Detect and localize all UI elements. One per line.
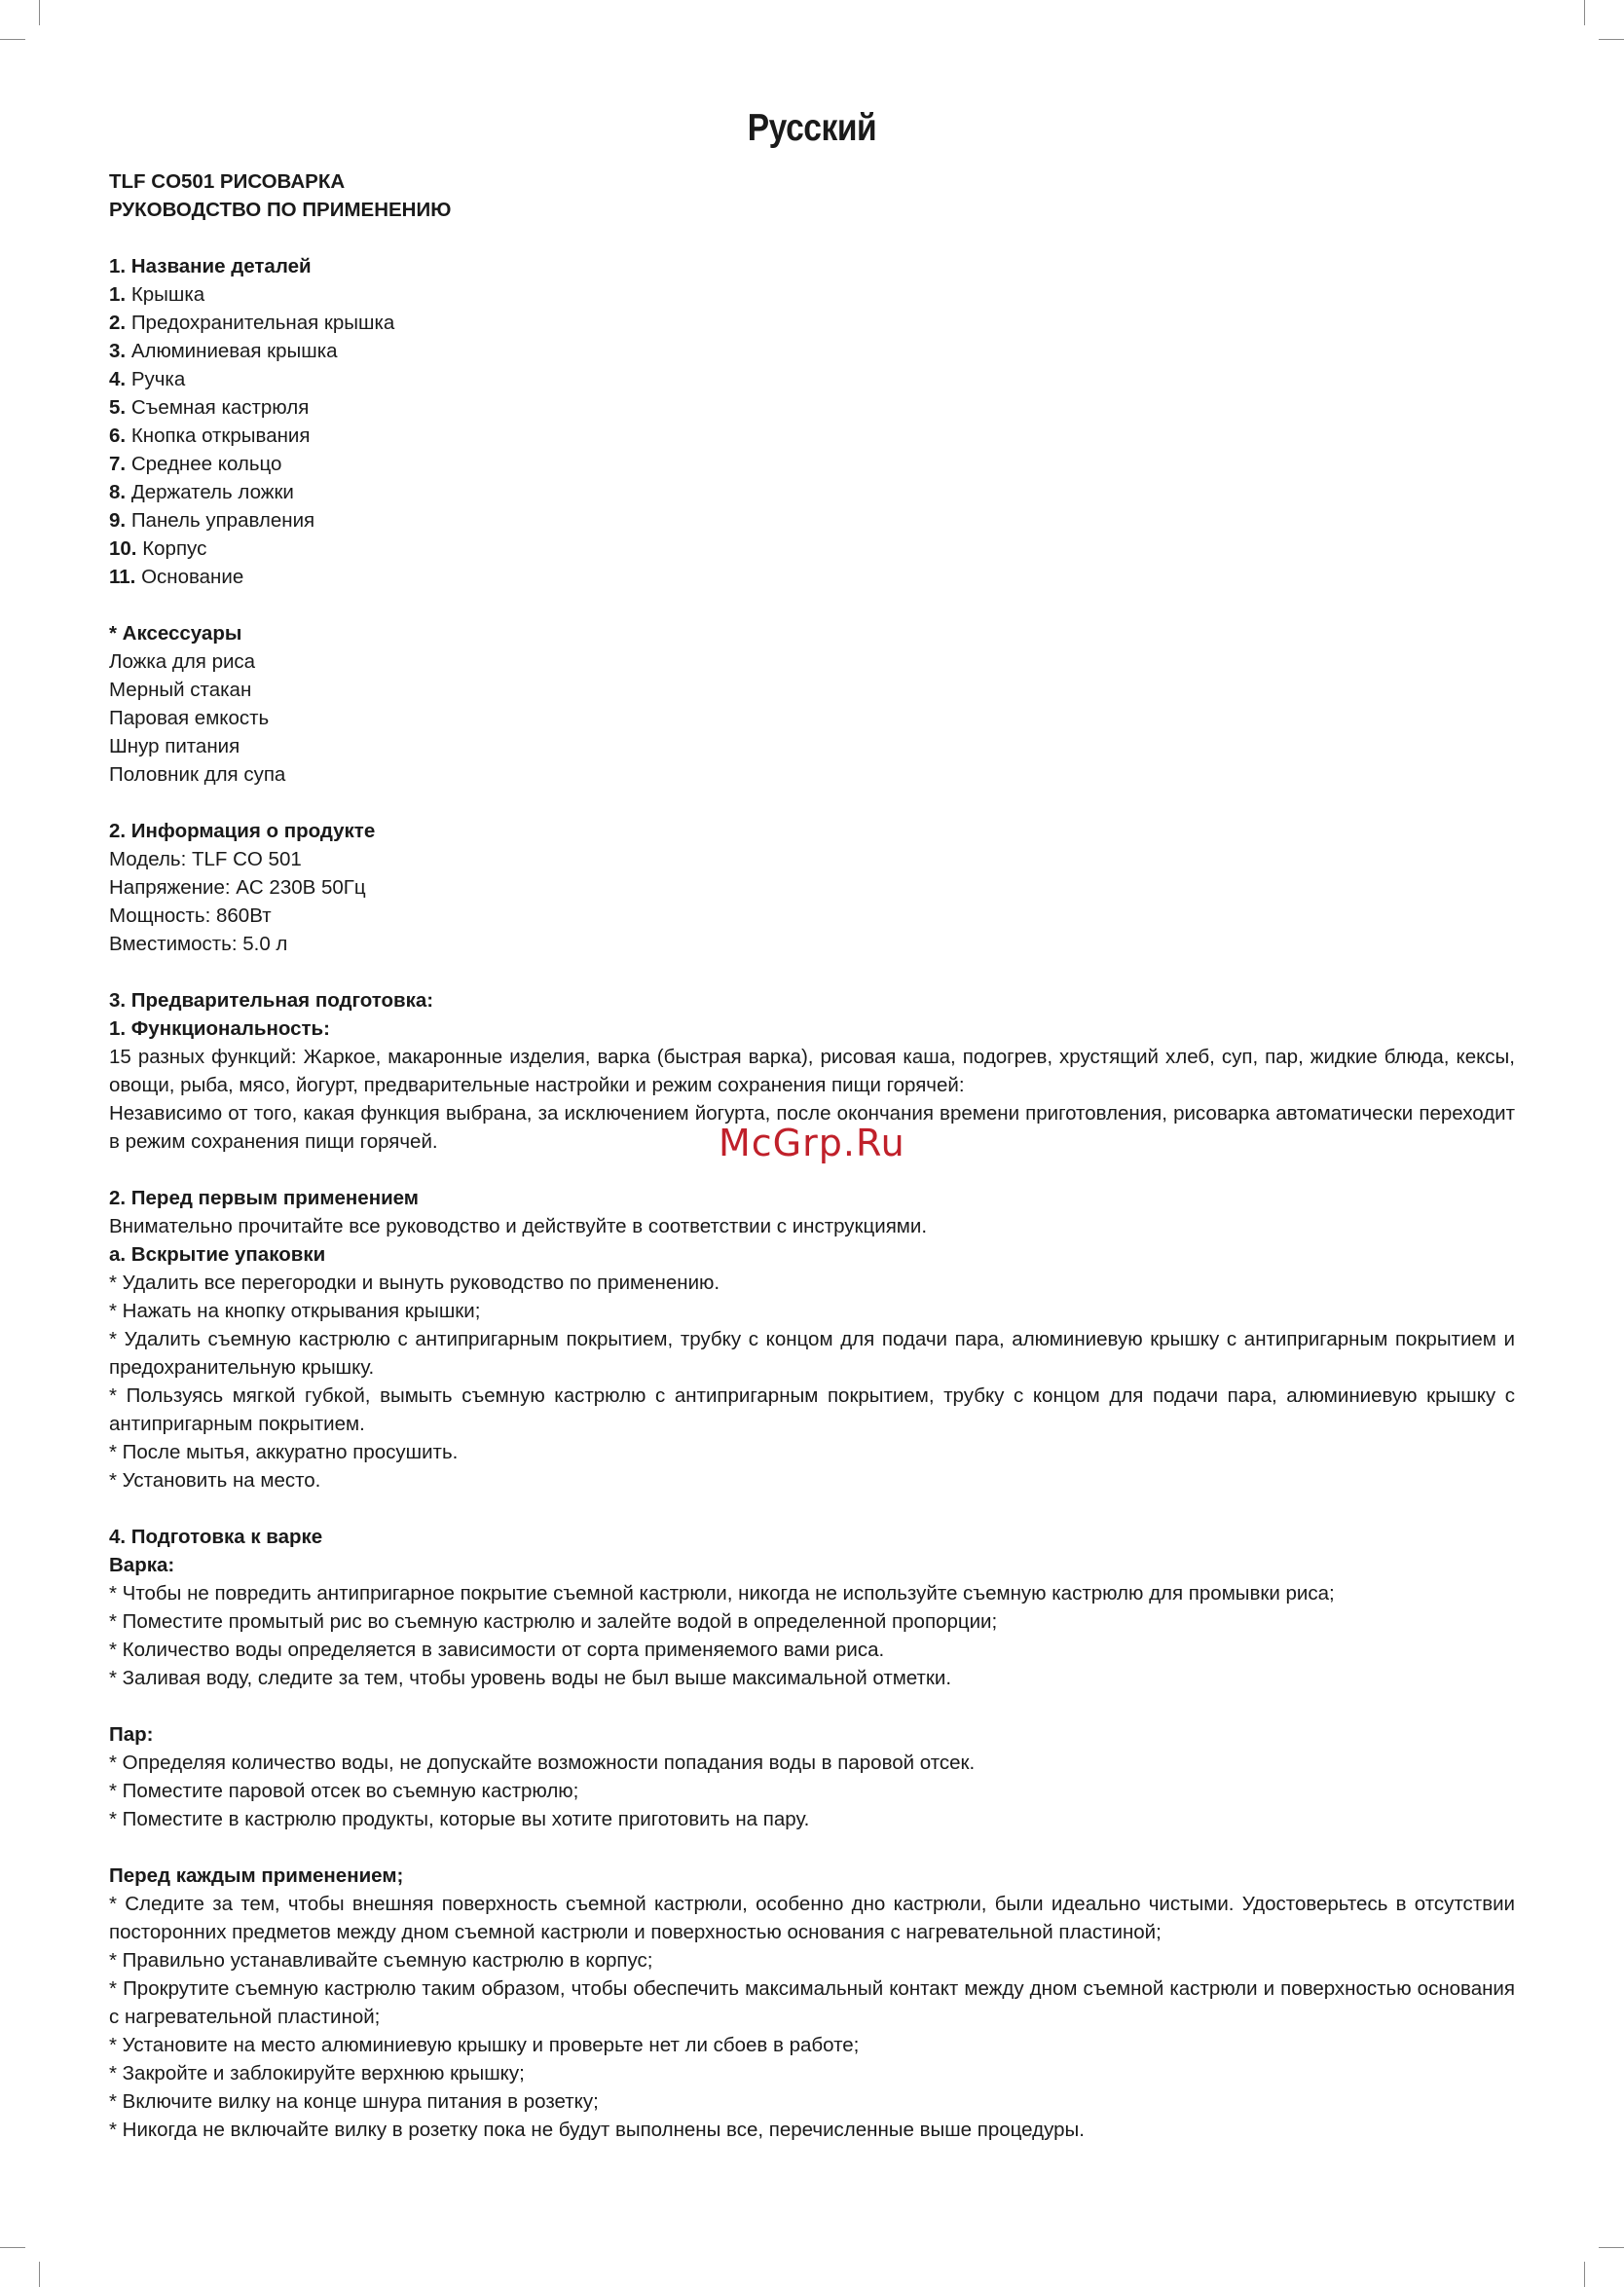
list-item: * Установите на место алюминиевую крышку и проверьте нет ли сбоев в работе; [109,2034,860,2056]
boiling-heading: Варка: [109,1554,175,1576]
list-item: * Чтобы не повредить антипригарное покрытие съемной кастрюли, никогда не используйте съемную кастрюлю для промывки риса; [109,1582,1335,1605]
steam-heading: Пар: [109,1723,154,1746]
crop-mark [0,2247,25,2248]
list-item: 6. Кнопка открывания [109,424,311,447]
list-item: * После мытья, аккуратно просушить. [109,1441,459,1463]
crop-mark [1584,2262,1585,2287]
list-item: * Следите за тем, чтобы внешняя поверхность съемной кастрюли, особенно дно кастрюли, были идеально чистыми. Удостоверьтесь в отсутствии посторонних предметов между дном съемной кастрюли и поверхностью основания с нагревательной пластиной; [109,1893,1515,1943]
cooking-prep-heading: 4. Подготовка к варке [109,1526,323,1548]
paragraph: Внимательно прочитайте все руководство и действуйте в соответствии с инструкциями. [109,1215,928,1237]
list-item: * Поместите в кастрюлю продукты, которые вы хотите приготовить на пару. [109,1808,810,1830]
list-item: * Поместите паровой отсек во съемную кастрюлю; [109,1780,579,1802]
parts-list [109,280,1515,591]
list-item: 11. Основание [109,566,244,588]
list-item: 1. Крышка [109,283,205,306]
parts-heading: 1. Название деталей [109,255,312,277]
spec-line: Вместимость: 5.0 л [109,933,288,955]
list-item: 10. Корпус [109,537,207,560]
list-item: Мерный стакан [109,679,252,701]
crop-mark [39,0,40,25]
list-item: Половник для супа [109,763,286,786]
crop-mark [0,39,25,40]
list-item: 9. Панель управления [109,509,315,532]
list-item: * Поместите промытый рис во съемную кастрюлю и залейте водой в определенной пропорции; [109,1610,998,1633]
list-item: Ложка для риса [109,650,256,673]
list-item: * Прокрутите съемную кастрюлю таким образом, чтобы обеспечить максимальный контакт между дном съемной кастрюли и поверхностью основания с нагревательной пластиной; [109,1977,1515,2028]
crop-mark [39,2262,40,2287]
list-item: * Определяя количество воды, не допускайте возможности попадания воды в паровой отсек. [109,1752,976,1774]
list-item: * Установить на место. [109,1469,321,1492]
paragraph: 15 разных функций: Жаркое, макаронные изделия, варка (быстрая варка), рисовая каша, подогрев, хрустящий хлеб, суп, пар, жидкие блюда, кексы, овощи, рыба, мясо, йогурт, предварительные настройки и режим сохранения пищи горячей: [109,1046,1515,1096]
list-item: 4. Ручка [109,368,186,390]
list-item: * Закройте и заблокируйте верхнюю крышку; [109,2062,525,2084]
list-item: * Количество воды определяется в зависимости от сорта применяемого вами риса. [109,1639,885,1661]
accessories-heading: * Аксессуары [109,622,242,645]
list-item: 5. Съемная кастрюля [109,396,310,419]
list-item: * Нажать на кнопку открывания крышки; [109,1300,481,1322]
spec-line: Напряжение: AC 230В 50Гц [109,876,366,899]
spec-line: Мощность: 860Вт [109,904,272,927]
unpacking-heading: а. Вскрытие упаковки [109,1243,326,1266]
preparation-heading: 3. Предварительная подготовка: [109,989,434,1012]
spec-line: Модель: TLF CO 501 [109,848,302,870]
crop-mark [1599,39,1624,40]
list-item: * Никогда не включайте вилку в розетку пока не будут выполнены все, перечисленные выше процедуры. [109,2119,1085,2141]
watermark: McGrp.Ru [719,1122,905,1164]
list-item: Шнур питания [109,735,240,757]
product-title: TLF CO501 РИСОВАРКА [109,170,346,193]
product-info-heading: 2. Информация о продукте [109,820,376,842]
crop-mark [1599,2247,1624,2248]
paragraph: Независимо от того, какая функция выбрана, за исключением йогурта, после окончания времени приготовления, рисоварка автоматически переходит в режим сохранения пищи горячей. [109,1102,1515,1153]
functionality-heading: 1. Функциональность: [109,1017,330,1040]
list-item: * Удалить все перегородки и вынуть руководство по применению. [109,1272,720,1294]
list-item: Паровая емкость [109,707,270,729]
list-item: 8. Держатель ложки [109,481,294,503]
list-item: 2. Предохранительная крышка [109,312,395,334]
list-item: 3. Алюминиевая крышка [109,340,338,362]
list-item: * Правильно устанавливайте съемную кастрюлю в корпус; [109,1949,653,1972]
list-item: * Пользуясь мягкой губкой, вымыть съемную кастрюлю с антипригарным покрытием, трубку с концом для подачи пара, алюминиевую крышку с антипригарным покрытием. [109,1384,1515,1435]
before-each-use-heading: Перед каждым применением; [109,1864,404,1887]
list-item: * Заливая воду, следите за тем, чтобы уровень воды не был выше максимальной отметки. [109,1667,952,1689]
manual-subtitle: РУКОВОДСТВО ПО ПРИМЕНЕНИЮ [109,199,452,221]
language-heading: Русский [747,107,877,149]
first-use-heading: 2. Перед первым применением [109,1187,419,1209]
list-item: 7. Среднее кольцо [109,453,282,475]
list-item: * Удалить съемную кастрюлю с антипригарным покрытием, трубку с концом для подачи пара, алюминиевую крышку с антипригарным покрытием и предохранительную крышку. [109,1328,1515,1379]
list-item: * Включите вилку на конце шнура питания в розетку; [109,2090,599,2113]
crop-mark [1584,0,1585,25]
